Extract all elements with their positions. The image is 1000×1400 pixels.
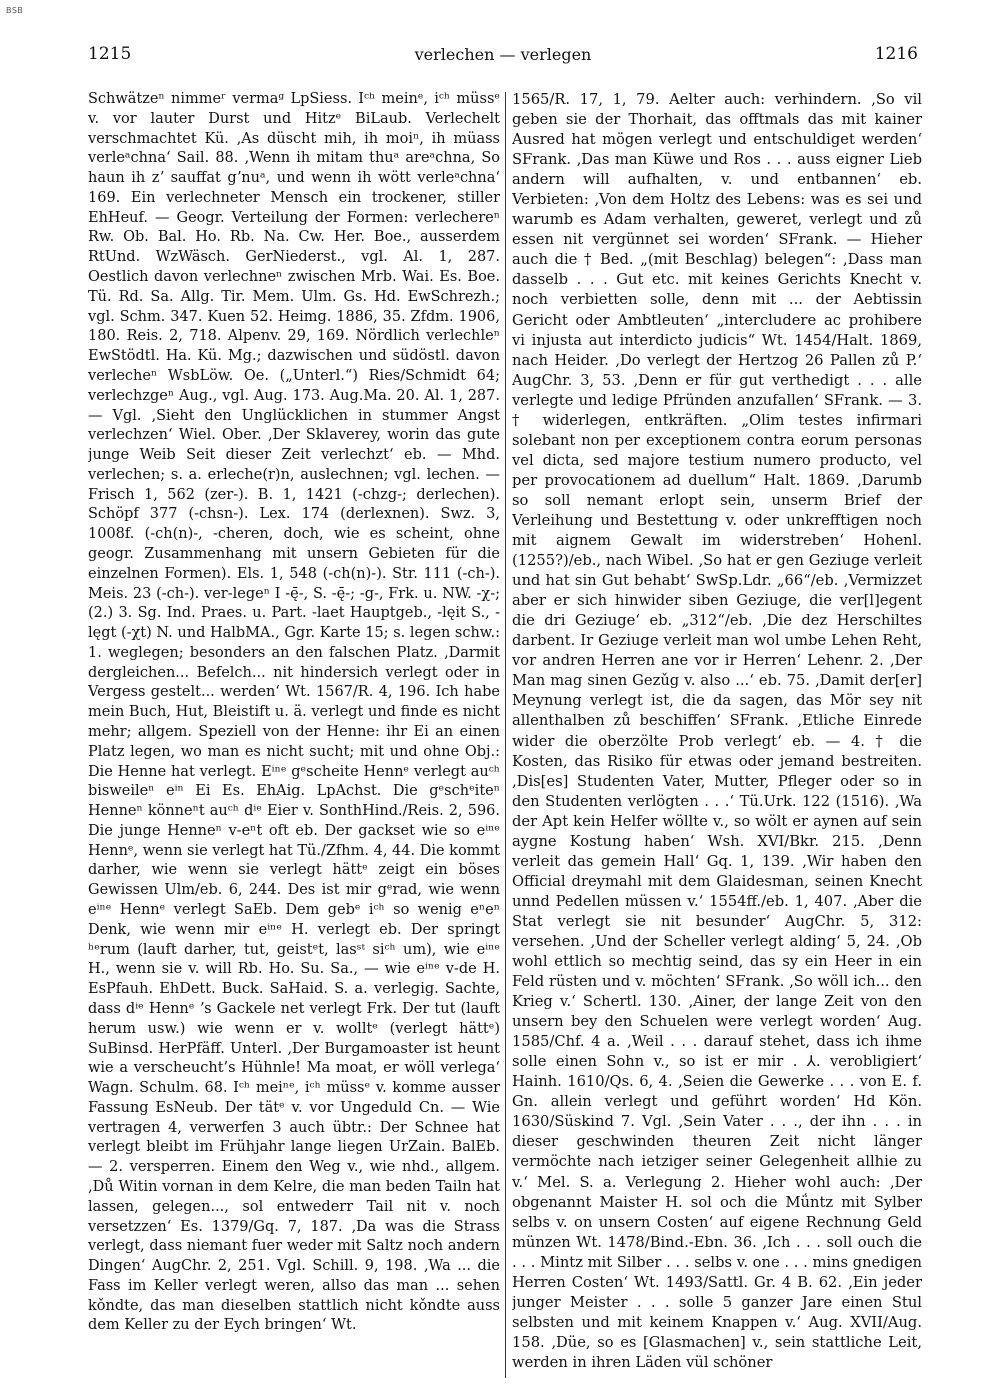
right-page-number: 1216	[874, 44, 918, 64]
page-header	[88, 44, 918, 68]
right-column-text: 1565/R. 17, 1, 79. Aelter auch: verhindern. ‚So vil geben sie der Thorhait, das offtmals das mit kainer Ausred hat mögen verlegt und entschuldiget werdenʻ SFrank. ‚Das man Küwe und Ros . . . auss eigner Lieb andern will aufhalten, v. und entbannenʻ eb. Verbieten: ‚Von dem Holtz des Lebens: was es sei und warumb es Adam verhalten, geweret, verlegt und zů essen nit vergünnet sei wordenʻ SFrank. — Hieher auch die † Bed. „(mit Beschlag) belegen“: ‚Dass man dasselb . . . Gut etc. mit keines Gerichts Knecht v. noch verbietten solle, denn mit ... der Aebtissin Gericht oder Ambtleutenʻ „intercludere ac prohibere vi injusta aut interdicto judicis“ Wt. 1454/Halt. 1869, nach Heider. ‚Do verlegt der Hertzog 26 Pallen zů P.ʻ AugChr. 3, 53. ‚Denn er für gut verthedigt . . . alle verlegte und ledige Pfründen anzufallenʻ SFrank. — 3. † widerlegen, entkräften. „Olim testes infirmari solebant non per exceptionem contra eorum personas vel dicta, sed majore testium numero producto, vel per provocationem ad duellum“ Halt. 1869. ‚Darumb so soll nemant erlopt sein, unserm Brief der Verleihung und Bestettung v. oder unkrefftigen noch mit aignem Gewalt im widerstrebenʻ Hohenl. (1255?)/eb., nach Wibel. ‚So hat er gen Geziuge verleit und hat sin Gut behabtʻ SwSp.Ldr. „66“/eb. ‚Vermizzet aber er sich hinwider siben Geziuge, die ver[l]egent die dri Geziugeʻ eb. „312“/eb. ‚Die dez Herschiltes darbent. Ir Geziuge verleit man wol umbe Lehen Reht, vor andren Herren ane vor ir Herrenʻ Lehenr. 2. ‚Der Man mag sinen Gezǔg v. also ...ʻ eb. 75. ‚Damit der[er] Meynung verlegt ist, die da sagen, das Mör sey nit allenthalben zů beschiffenʻ SFrank. ‚Etliche Einrede wider die oberzölte Prob verlegtʻ eb. — 4. † die Kosten, das Risiko für etwas oder jemand bestreiten. ‚Dis[es] Studenten Vater, Mutter, Pfleger oder so in den Studenten verlögten . . .ʻ Tü.Urk. 122 (1516). ‚Wa der Apt kein Helfer wöllte v., so wölt er aynen auf sein aygne Kostung habenʻ Wsh. XVI/Bkr. 215. ‚Denn verleit das gemein Hallʻ Gq. 1, 139. ‚Wir haben den Official dreymahl mit dem Glaidesman, seinen Knecht unnd Pedellen müssen v.ʻ 1554ff./eb. 1, 407. ‚Aber die Stat verlegt sie nit besunderʻ AugChr. 5, 312: versehen. ‚Und der Scheller verlegt aldingʻ 5, 24. ‚Ob wohl ettlich so mechtig seind, das sy ein Heer in ein Feld rüsten und v. möchtenʻ SFrank. ‚So wöll ich... den Krieg v.ʻ Schertl. 130. ‚Ainer, der lange Zeit von den unsern bey den Schuelen were verlegt wordenʻ Aug. 1585/Chf. 4 a. ‚Weil . . . darauf stehet, dass ich ihme solle einen Sohn v., so ist er mir . ⅄. verobligiertʻ Hainh. 1610/Qs. 6, 4. ‚Seien die Gewerke . . . von E. f. Gn. allein verlegt und geführt wordenʻ Hd Kön. 1630/Süskind 7. Vgl. ‚Sein Vater . . ., der ihn . . . in dieser geschwinden theuren Zeit nicht länger vermöchte nach ietziger seiner Gelegenheit allhie zu v.ʻ Mel. S. a. Verlegung 2. Hieher wohl auch: ‚Der obgenannt Maister H. sol och die Mǘntz mit Sylber selbs v. on unsern Costenʻ auf eigene Rechnung Geld münzen Wt. 1478/Bind.-Ebn. 36. ‚Ich . . . soll ouch die . . . Mintz mit Silber . . . selbs v. one . . . mins gnedigen Herren Costenʻ Wt. 1493/Sattl. Gr. 4 B. 62. ‚Ein jeder junger Meister . . . solle 5 ganzer Jare einen Stul selbsten und mit keinem Knappen v.ʻ Aug. XVII/Aug. 158. ‚Düe, so es [Glasmachen] v., sein stattliche Leit, werden in ihren Läden vül schöner	[512, 91, 922, 1371]
library-stamp: BSB	[6, 6, 24, 15]
right-column	[512, 90, 922, 1380]
left-column-text: Schwätzeⁿ nimmeʳ vermaᵍ LpSiess. Iᶜʰ meinᵉ, iᶜʰ müssᵉ v. vor lauter Durst und Hitzᵉ BiLaub. Verlechelt verschmachtet Kü. ‚As düscht mih, ih moiⁿ, ih müass verleᵃchnaʻ Sail. 88. ‚Wenn ih mitam thuᵃ areᵃchna, So haun ih zʼ sauffat gʼnuᵃ, und wenn ih wött verleᵃchnaʻ 169. Ein verlechneter Mensch ein trockener, stiller EhHeuf. — Geogr. Verteilung der Formen: verlechereⁿ Rw. Ob. Bal. Ho. Rb. Na. Cw. Her. Boe., ausserdem RtUnd. WzWäsch. GerNiederst., vgl. Al. 1, 287. Oestlich davon verlechneⁿ zwischen Mrb. Wai. Es. Boe. Tü. Rd. Sa. Allg. Tir. Mem. Ulm. Gs. Hd. EwSchrezh.; vgl. Schm. 347. Kuen 52. Heimg. 1886, 35. Zfdm. 1906, 180. Reis. 2, 718. Alpenv. 29, 169. Nördlich verlechleⁿ EwStödtl. Ha. Kü. Mg.; dazwischen und südöstl. davon verlecheⁿ WsbLöw. Oe. („Unterl.“) Ries/Schmidt 64; verlechzgeⁿ Aug., vgl. Aug. 173. Aug.Ma. 20. Al. 1, 287. — Vgl. ‚Sieht den Unglücklichen in stummer Angst verlechzenʻ Wiel. Ober. ‚Der Sklaverey, worin das gute junge Weib Seit dieser Zeit verlechztʻ eb. — Mhd. verlechen; s. a. erleche(r)n, auslechnen; vgl. lechen. — Frisch 1, 562 (zer-). B. 1, 1421 (-chzg-; derlechen). Schöpf 377 (-chsn-). Lex. 174 (derlexnen). Swz. 3, 1008f. (-ch(n)-, -cheren, doch, wie es scheint, ohne geogr. Zusammenhang mit unsern Gebieten für die einzelnen Formen). Els. 1, 548 (-ch(n)-). Str. 111 (-ch-). Meis. 23 (-ch-). ver-legeⁿ I -ę̄-, S. -ę̄-; -g-, Frk. u. NW. -χ-; (2.) 3. Sg. Ind. Praes. u. Part. -laet Hauptgeb., -lęit S., -lęgt (-χt) N. und HalbMA., Ggr. Karte 15; s. legen schw.: 1. weglegen; besonders an den falschen Platz. ‚Darmit dergleichen... Befelch... nit hindersich verlegt oder in Vergess gestelt... werdenʻ Wt. 1567/R. 4, 196. Ich habe mein Buch, Hut, Bleistift u. ä. verlegt und finde es nicht mehr; allgem. Speziell von der Henne: ihr Ei an einen Platz legen, wo man es nicht sucht; mit und ohne Obj.: Die Henne hat verlegt. Eⁱⁿᵉ gᵉscheite Hennᵉ verlegt auᶜʰ bisweileⁿ eⁱⁿ Ei Es. EhAig. LpAchst. Die gᵉschᵉiteⁿ Henneⁿ könneⁿt auᶜʰ dⁱᵉ Eier v. SonthHind./Reis. 2, 596. Die junge Henneⁿ v-eⁿt oft eb. Der gackset wie so eⁱⁿᵉ Hennᵉ, wenn sie verlegt hat Tü./Zfhm. 4, 44. Die kommt darher, wie wenn sie verlegt hättᵉ zeigt ein böses Gewissen Ulm/eb. 6, 244. Des ist mir gᵉrad, wie wenn eⁱⁿᵉ Hennᵉ verlegt SaEb. Dem gebᵉ iᶜʰ so wenig eⁿeⁿ Denk, wie wenn mir eⁱⁿᵉ H. verlegt eb. Der springt ʰᵉrum (lauft darher, tut, geistᵉt, lasˢᵗ siᶜʰ um), wie eⁱⁿᵉ H., wenn sie v. will Rb. Ho. Su. Sa., — wie eⁱⁿᵉ v-de H. EsPfauh. EhDett. Buck. SaHaid. S. a. verlegig. Sachte, dass dⁱᵉ Hennᵉ ʼs Gackele net verlegt Frk. Der tut (lauft herum usw.) wie wenn er v. wolltᵉ (verlegt hättᵉ) SuBinsd. HerPfäff. Unterl. ‚Der Burgamoaster ist heunt wie a verscheucht’s Hühnle! Ma moat, er wöll verlegaʻ Wagn. Schulm. 68. Iᶜʰ meiⁿᵉ, iᶜʰ müssᵉ v. komme ausser Fassung EsNeub. Der tätᵉ v. vor Ungeduld Cn. — Wie vertragen 4, verwerfen 3 auch übtr.: Der Schnee hat verlegt bleibt im Frühjahr lange liegen UrZain. BalEb. — 2. versperren. Einem den Weg v., wie nhd., allgem. ‚Dů Witin vornan in dem Kelre, die man beden Tailn hat lassen, gelegen..., sol entwederr Tail nit v. noch versetzzenʻ Es. 1379/Gq. 7, 187. ‚Da was die Strass verlegt, dass niemant fuer weder mit Saltz noch andern Dingenʻ AugChr. 2, 251. Vgl. Schill. 9, 198. ‚Wa ... die Fass im Keller verlegt weren, allso das man ... sehen kǒndte, das man dieselben stattlich nicht kǒndte auss dem Keller zu der Eych bringenʻ Wt.	[88, 91, 500, 1334]
left-column	[88, 90, 500, 1380]
running-head: verlechen — verlegen	[414, 45, 592, 64]
column-divider	[505, 92, 506, 1378]
left-page-number: 1215	[88, 44, 132, 64]
